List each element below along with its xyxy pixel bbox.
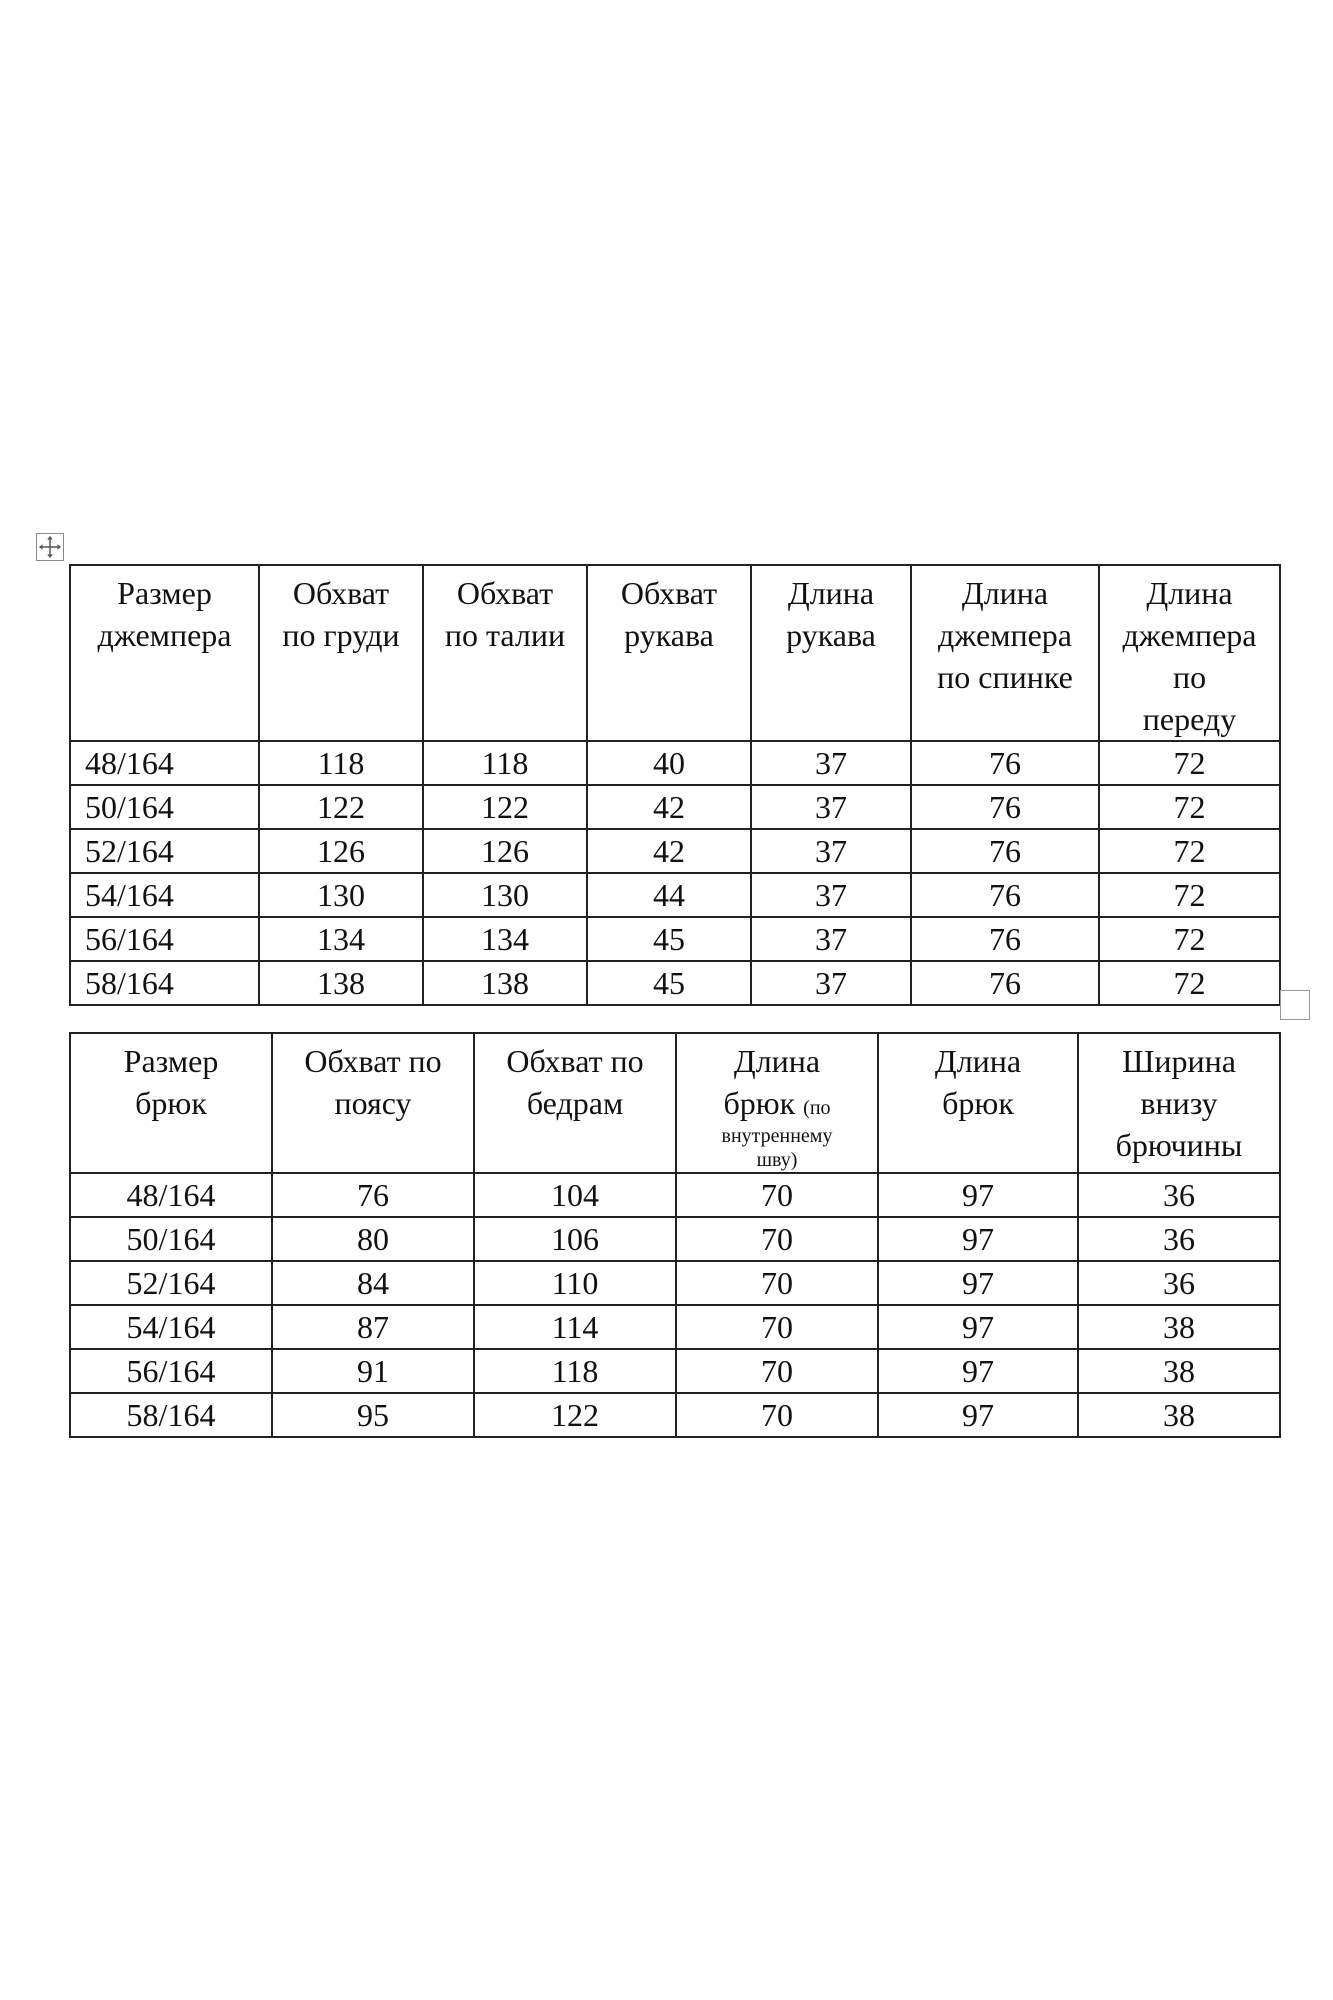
table-row: [70, 785, 1280, 829]
header-note: (по: [803, 1097, 831, 1119]
value-cell: 97: [878, 1261, 1078, 1305]
table-row: [70, 1261, 1280, 1305]
value-cell: 138: [423, 961, 587, 1005]
value-cell: 118: [474, 1349, 676, 1393]
header-text: Длина: [961, 575, 1049, 611]
value-cell: 76: [911, 917, 1099, 961]
jumper-header-cell: [259, 565, 423, 741]
value-cell: 37: [751, 917, 911, 961]
header-text: по груди: [282, 617, 400, 653]
trousers-header-cell: [676, 1033, 878, 1173]
trousers-header-cell: [1078, 1033, 1280, 1173]
size-cell: 52/164: [70, 1261, 272, 1305]
value-cell: 80: [272, 1217, 474, 1261]
trousers-header-cell: [272, 1033, 474, 1173]
trousers-header-cell: [878, 1033, 1078, 1173]
value-cell: 118: [259, 741, 423, 785]
value-cell: 38: [1078, 1305, 1280, 1349]
value-cell: 72: [1099, 917, 1280, 961]
table-row: [70, 829, 1280, 873]
table-row: [70, 741, 1280, 785]
header-text: рукава: [624, 617, 714, 653]
value-cell: 37: [751, 741, 911, 785]
table-row: [70, 873, 1280, 917]
value-cell: 70: [676, 1305, 878, 1349]
header-note: внутреннему: [721, 1125, 833, 1147]
size-cell: 48/164: [70, 741, 259, 785]
header-text: брюк: [723, 1085, 804, 1121]
size-cell: 48/164: [70, 1173, 272, 1217]
value-cell: 76: [911, 961, 1099, 1005]
value-cell: 36: [1078, 1261, 1280, 1305]
value-cell: 45: [587, 961, 751, 1005]
header-text: поясу: [334, 1085, 412, 1121]
value-cell: 38: [1078, 1393, 1280, 1437]
header-text: джемпера: [97, 617, 232, 653]
value-cell: 45: [587, 917, 751, 961]
table-row: [70, 1393, 1280, 1437]
table-row: [70, 917, 1280, 961]
value-cell: 72: [1099, 785, 1280, 829]
size-cell: 52/164: [70, 829, 259, 873]
value-cell: 37: [751, 961, 911, 1005]
value-cell: 37: [751, 785, 911, 829]
table-row: [70, 1305, 1280, 1349]
move-cross-icon: [37, 534, 63, 560]
table-move-handle-icon[interactable]: [36, 533, 64, 561]
value-cell: 138: [259, 961, 423, 1005]
value-cell: 87: [272, 1305, 474, 1349]
value-cell: 76: [911, 785, 1099, 829]
table-row: [70, 961, 1280, 1005]
value-cell: 122: [474, 1393, 676, 1437]
value-cell: 70: [676, 1349, 878, 1393]
value-cell: 72: [1099, 873, 1280, 917]
header-text: Размер: [117, 575, 212, 611]
value-cell: 106: [474, 1217, 676, 1261]
size-cell: 54/164: [70, 873, 259, 917]
header-text: внизу: [1140, 1085, 1218, 1121]
value-cell: 40: [587, 741, 751, 785]
size-cell: 56/164: [70, 917, 259, 961]
table-row: [70, 1173, 1280, 1217]
trousers-header-row: [70, 1033, 1280, 1173]
header-text: Обхват: [620, 575, 718, 611]
header-text: [677, 1082, 877, 1124]
jumper-header-row: [70, 565, 1280, 741]
table-row: [70, 1349, 1280, 1393]
value-cell: 97: [878, 1349, 1078, 1393]
header-text: переду: [1142, 701, 1237, 737]
value-cell: 134: [259, 917, 423, 961]
jumper-header-cell: [751, 565, 911, 741]
size-cell: 58/164: [70, 1393, 272, 1437]
header-text: Размер: [123, 1043, 219, 1079]
header-text: Длина: [1146, 575, 1233, 611]
value-cell: 97: [878, 1305, 1078, 1349]
value-cell: 36: [1078, 1217, 1280, 1261]
value-cell: 37: [751, 873, 911, 917]
size-cell: 50/164: [70, 1217, 272, 1261]
value-cell: 76: [911, 829, 1099, 873]
size-cell: 54/164: [70, 1305, 272, 1349]
value-cell: 91: [272, 1349, 474, 1393]
value-cell: 122: [423, 785, 587, 829]
value-cell: 44: [587, 873, 751, 917]
value-cell: 114: [474, 1305, 676, 1349]
size-cell: 50/164: [70, 785, 259, 829]
value-cell: 70: [676, 1393, 878, 1437]
value-cell: 72: [1099, 961, 1280, 1005]
jumper-header-cell: [1099, 565, 1280, 741]
jumper-header-cell: [587, 565, 751, 741]
jumper-header-cell: [423, 565, 587, 741]
header-text: Длина: [934, 1043, 1022, 1079]
value-cell: 110: [474, 1261, 676, 1305]
header-text: по талии: [444, 617, 566, 653]
value-cell: 70: [676, 1173, 878, 1217]
jumper-header-cell: [911, 565, 1099, 741]
value-cell: 97: [878, 1173, 1078, 1217]
header-text: рукава: [786, 617, 876, 653]
header-text: брюк: [135, 1085, 207, 1121]
header-note: шву): [756, 1149, 798, 1171]
value-cell: 130: [423, 873, 587, 917]
value-cell: 76: [272, 1173, 474, 1217]
jumper-size-table: [69, 564, 1281, 1006]
value-cell: 118: [423, 741, 587, 785]
trousers-size-table: [69, 1032, 1281, 1438]
value-cell: 72: [1099, 741, 1280, 785]
header-text: Обхват: [456, 575, 554, 611]
jumper-header-cell: [70, 565, 259, 741]
table-resize-handle-icon[interactable]: [1280, 990, 1310, 1020]
size-cell: 56/164: [70, 1349, 272, 1393]
value-cell: 76: [911, 873, 1099, 917]
value-cell: 36: [1078, 1173, 1280, 1217]
header-text: по: [1172, 659, 1207, 695]
header-text: Обхват: [292, 575, 390, 611]
header-text: брюк: [942, 1085, 1014, 1121]
header-text: джемпера: [1122, 617, 1257, 653]
value-cell: 97: [878, 1393, 1078, 1437]
value-cell: 84: [272, 1261, 474, 1305]
header-text: Длина: [787, 575, 875, 611]
value-cell: 122: [259, 785, 423, 829]
value-cell: 126: [423, 829, 587, 873]
header-text: Обхват по: [506, 1043, 644, 1079]
table-row: [70, 1217, 1280, 1261]
value-cell: 42: [587, 829, 751, 873]
value-cell: 134: [423, 917, 587, 961]
header-text: Длина: [733, 1043, 821, 1079]
header-text: Обхват по: [304, 1043, 442, 1079]
value-cell: 126: [259, 829, 423, 873]
value-cell: 38: [1078, 1349, 1280, 1393]
trousers-header-cell: [474, 1033, 676, 1173]
value-cell: 95: [272, 1393, 474, 1437]
header-text: Ширина: [1122, 1043, 1236, 1079]
value-cell: 104: [474, 1173, 676, 1217]
header-text: брючины: [1115, 1127, 1243, 1163]
value-cell: 72: [1099, 829, 1280, 873]
header-text: по спинке: [937, 659, 1073, 695]
value-cell: 76: [911, 741, 1099, 785]
trousers-header-cell: [70, 1033, 272, 1173]
header-text: джемпера: [938, 617, 1072, 653]
value-cell: 70: [676, 1217, 878, 1261]
header-text: бедрам: [526, 1085, 624, 1121]
size-cell: 58/164: [70, 961, 259, 1005]
value-cell: 42: [587, 785, 751, 829]
value-cell: 130: [259, 873, 423, 917]
value-cell: 97: [878, 1217, 1078, 1261]
value-cell: 37: [751, 829, 911, 873]
value-cell: 70: [676, 1261, 878, 1305]
